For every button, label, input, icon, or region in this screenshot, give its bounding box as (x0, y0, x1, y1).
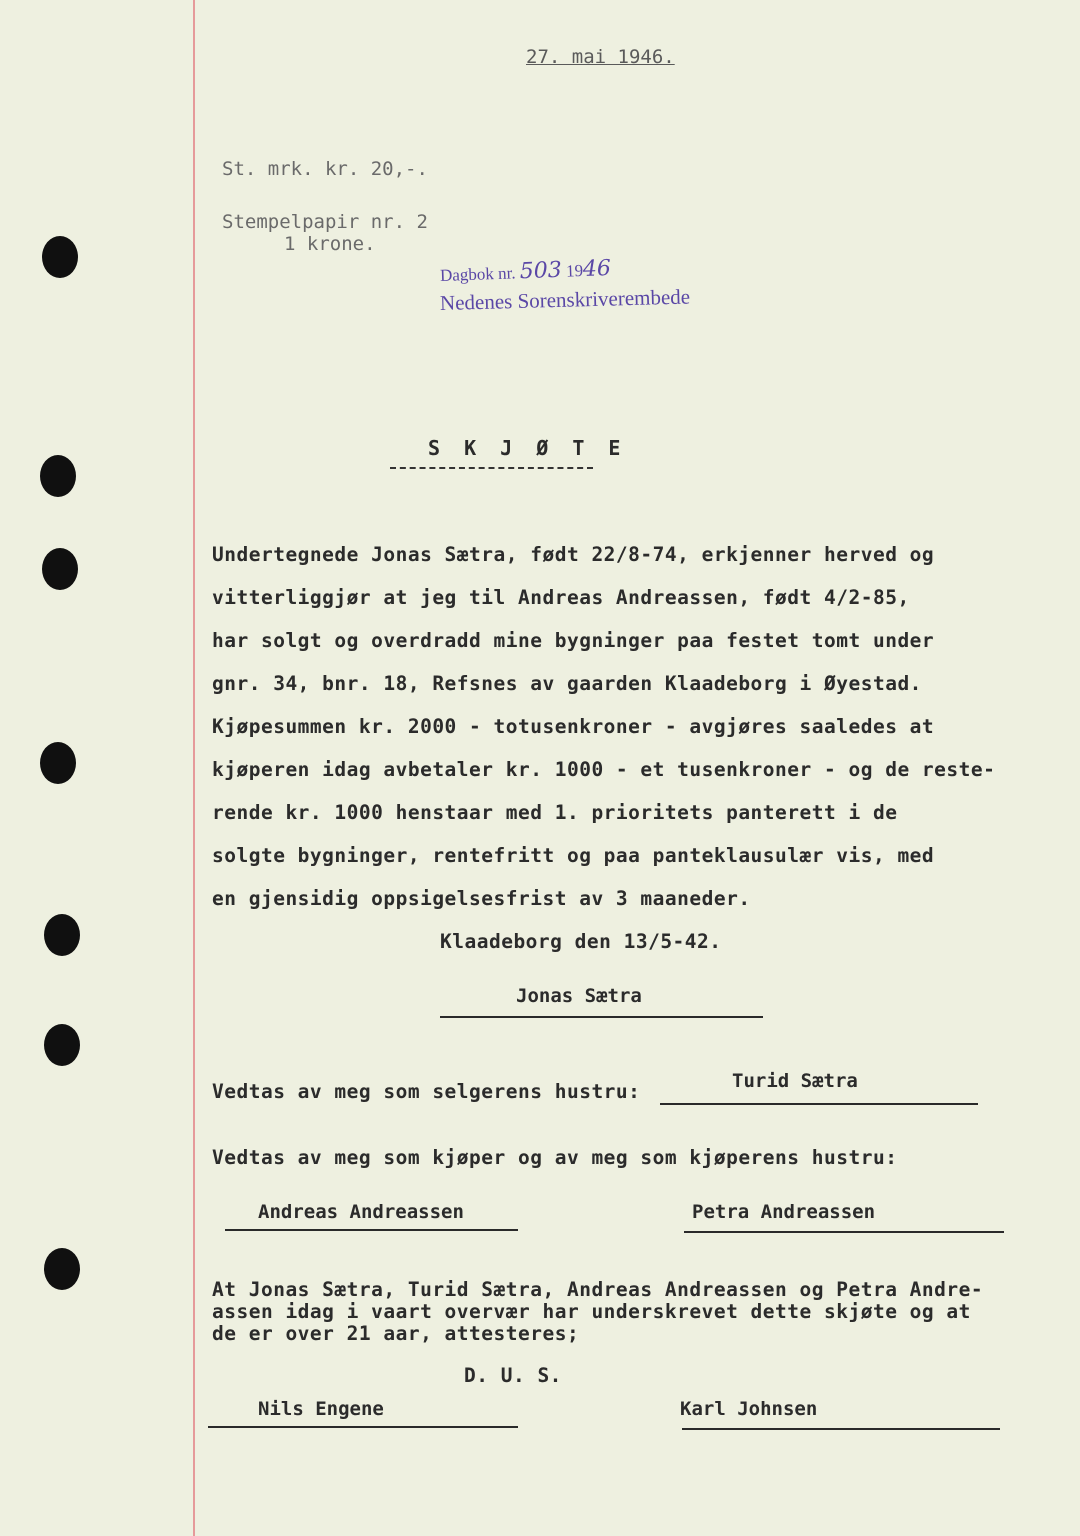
stamp-number: 503 (519, 257, 563, 285)
stamp-paper-line1: Stempelpapir nr. 2 (222, 211, 428, 233)
punch-hole (42, 548, 78, 590)
attest-line: de er over 21 aar, attesteres; (212, 1322, 580, 1345)
document-title: S K J Ø T E (428, 436, 627, 460)
body-line: har solgt og overdradd mine bygninger paa festet tomt under (212, 629, 935, 652)
buyer-wife-signature: Petra Andreassen (692, 1201, 876, 1223)
attest-line: At Jonas Sætra, Turid Sætra, Andreas Andreassen og Petra Andre- (212, 1278, 984, 1301)
body-line: rende kr. 1000 henstaar med 1. prioritets panterett i de (212, 801, 898, 824)
stamp-mark: St. mrk. kr. 20,-. (222, 158, 428, 180)
stamp-year-prefix: 19 (565, 261, 584, 281)
body-line: solgte bygninger, rentefritt og paa panteklausulær vis, med (212, 844, 935, 867)
stamp-paper-line2: 1 krone. (284, 233, 376, 255)
punch-hole (40, 455, 76, 497)
witness2-signature-line (682, 1428, 1000, 1430)
body-line: vitterliggjør at jeg til Andreas Andreassen, født 4/2-85, (212, 586, 910, 609)
document-date: 27. mai 1946. (526, 46, 675, 68)
witness1-signature: Nils Engene (258, 1398, 384, 1420)
buyer-wife-signature-line (684, 1231, 1004, 1233)
margin-line (193, 0, 195, 1536)
punch-hole (44, 1024, 80, 1066)
body-line: en gjensidig oppsigelsesfrist av 3 maaneder. (212, 887, 751, 910)
buyer-signature: Andreas Andreassen (258, 1201, 464, 1223)
place-date: Klaadeborg den 13/5-42. (440, 930, 722, 953)
attest-line: assen idag i vaart overvær har underskrevet dette skjøte og at (212, 1300, 971, 1323)
buyer-signature-line (225, 1229, 518, 1231)
stamp-label: Dagbok nr. (439, 263, 516, 285)
body-line: kjøperen idag avbetaler kr. 1000 - et tusenkroner - og de reste- (212, 758, 996, 781)
wife-signature: Turid Sætra (732, 1070, 858, 1092)
wife-statement: Vedtas av meg som selgerens hustru: (212, 1080, 641, 1103)
registry-stamp (439, 256, 691, 316)
body-line: Undertegnede Jonas Sætra, født 22/8-74, erkjenner herved og (212, 543, 935, 566)
body-line: gnr. 34, bnr. 18, Refsnes av gaarden Klaadeborg i Øyestad. (212, 672, 922, 695)
punch-hole (44, 914, 80, 956)
witness2-signature: Karl Johnsen (680, 1398, 818, 1420)
seller-signature-line (440, 1016, 763, 1018)
dus-abbreviation: D. U. S. (464, 1364, 562, 1387)
stamp-office: Nedenes Sorenskriverembede (439, 284, 691, 315)
body-line: Kjøpesummen kr. 2000 - totusenkroner - avgjøres saaledes at (212, 715, 935, 738)
punch-hole (42, 236, 78, 278)
title-underline (390, 467, 593, 469)
punch-hole (40, 742, 76, 784)
witness1-signature-line (208, 1426, 518, 1428)
stamp-year-suffix: 46 (582, 256, 612, 283)
seller-signature: Jonas Sætra (516, 985, 642, 1007)
buyer-statement: Vedtas av meg som kjøper og av meg som kjøperens hustru: (212, 1146, 898, 1169)
punch-hole (44, 1248, 80, 1290)
wife-signature-line (660, 1103, 978, 1105)
